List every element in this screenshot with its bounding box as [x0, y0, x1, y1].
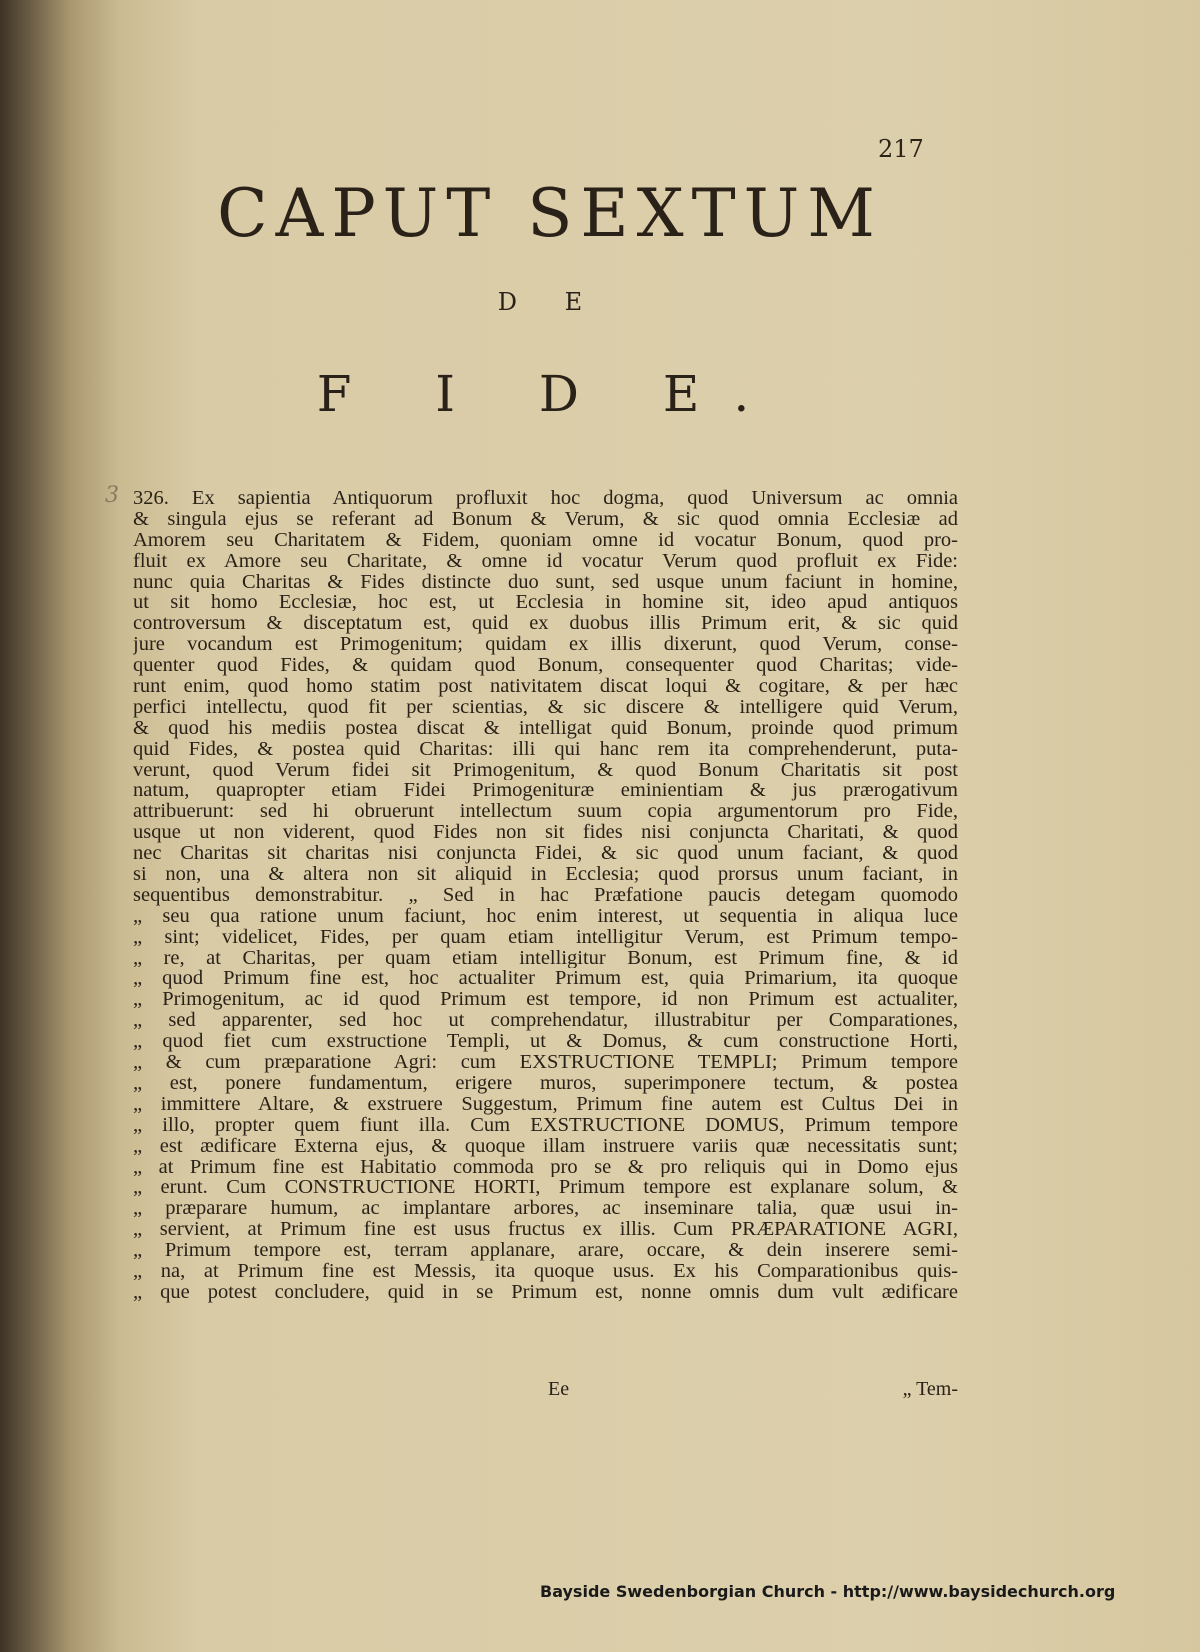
text-line: quid Fides, & postea quid Charitas: illi qui hanc rem ita comprehenderunt, puta-	[133, 738, 958, 760]
text-line: „ sint; videlicet, Fides, per quam etiam intelligitur Verum, est Primum tempo-	[133, 926, 958, 948]
catchword: „ Tem-	[902, 1378, 958, 1400]
watermark-caption: Bayside Swedenborgian Church - http://www.baysidechurch.org	[540, 1582, 1116, 1601]
text-line: „ & cum præparatione Agri: cum EXSTRUCTIONE TEMPLI; Primum tempore	[133, 1052, 958, 1073]
text-line: „ servient, at Primum fine est usus fructus ex illis. Cum PRÆPARATIONE AGRI,	[133, 1219, 958, 1241]
text-line: „ est, ponere fundamentum, erigere muros, superimponere tectum, & postea	[133, 1072, 958, 1094]
text-line: „ Primogenitum, ac id quod Primum est tempore, id non Primum est actualiter,	[133, 989, 958, 1011]
text-line: „ est ædificare Externa ejus, & quoque illam instruere variis quæ necessitatis sunt;	[133, 1135, 958, 1157]
text-line: & quod his mediis postea discat & intelligat quid Bonum, proinde quod primum	[133, 717, 958, 739]
text-line: jure vocandum est Primogenitum; quidam ex illis dixerunt, quod Verum, conse-	[133, 634, 958, 656]
page-number: 217	[878, 135, 924, 163]
text-line: usque ut non viderent, quod Fides non sit fides nisi conjuncta Charitati, & quod	[133, 822, 958, 844]
text-line: Amorem seu Charitatem & Fidem, quoniam omne id vocatur Bonum, quod pro-	[133, 529, 958, 551]
text-line: runt enim, quod homo statim post nativitatem discat loqui & cogitare, & per hæc	[133, 676, 958, 697]
text-line: nec Charitas sit charitas nisi conjuncta Fidei, & sic quod unum faciant, & quod	[133, 843, 958, 865]
body-text	[133, 488, 958, 1303]
text-line: „ illo, propter quem fiunt illa. Cum EXSTRUCTIONE DOMUS, Primum tempore	[133, 1114, 958, 1136]
text-line: „ quod fiet cum exstructione Templi, ut & Domus, & cum constructione Horti,	[133, 1031, 958, 1053]
text-line: „ que potest concludere, quid in se Primum est, nonne omnis dum vult ædificare	[133, 1281, 958, 1303]
text-line: „ quod Primum fine est, hoc actualiter Primum est, quia Primarium, ita quoque	[133, 968, 958, 990]
chapter-heading: F I D E.	[316, 365, 784, 423]
text-line: natum, quapropter etiam Fidei Primogenituræ eminientiam & jus prærogativum	[133, 780, 958, 802]
text-line: fluit ex Amore seu Charitate, & omne id vocatur Verum quod profluit ex Fide:	[133, 550, 958, 572]
text-line: si non, una & altera non sit aliquid in Ecclesia; quod prorsus unum faciant, in	[133, 864, 958, 885]
text-line: attribuerunt: sed hi obruerunt intellectum suum copia argumentorum pro Fide,	[133, 801, 958, 823]
text-line: „ sed apparenter, sed hoc ut comprehendatur, illustrabitur per Comparationes,	[133, 1010, 958, 1032]
text-line: controversum & disceptatum est, quid ex duobus illis Primum erit, & sic quid	[133, 613, 958, 635]
text-line: verunt, quod Verum fidei sit Primogenitum, & quod Bonum Charitatis sit post	[133, 759, 958, 781]
text-line: „ re, at Charitas, per quam etiam intelligitur Bonum, est Primum fine, & id	[133, 947, 958, 969]
text-line: sequentibus demonstrabitur. „ Sed in hac Præfatione paucis detegam quomodo	[133, 884, 958, 906]
text-line: ut sit homo Ecclesiæ, hoc est, ut Ecclesia in homine sit, ideo apud antiquos	[133, 592, 958, 614]
margin-annotation: 3	[105, 483, 119, 508]
text-line: „ immittere Altare, & exstruere Suggestum, Primum fine autem est Cultus Dei in	[133, 1093, 958, 1115]
text-line: „ at Primum fine est Habitatio commoda pro se & pro reliquis qui in Domo ejus	[133, 1156, 958, 1178]
signature-mark: Ee	[548, 1378, 570, 1400]
text-line: quenter quod Fides, & quidam quod Bonum, consequenter quod Charitas; vide-	[133, 655, 958, 677]
text-line: perfici intellectu, quod fit per scientias, & sic discere & intelligere quid Verum,	[133, 696, 958, 718]
chapter-subtitle: D E	[497, 288, 603, 316]
text-line: „ seu qua ratione unum faciunt, hoc enim interest, ut sequentia in aliqua luce	[133, 905, 958, 927]
text-line: nunc quia Charitas & Fides distincte duo sunt, sed usque unum faciunt in homine,	[133, 571, 958, 593]
text-line: „ erunt. Cum CONSTRUCTIONE HORTI, Primum tempore est explanare solum, &	[133, 1177, 958, 1199]
text-line: „ na, at Primum fine est Messis, ita quoque usus. Ex his Comparationibus quis-	[133, 1260, 958, 1282]
text-line: & singula ejus se referant ad Bonum & Verum, & sic quod omnia Ecclesiæ ad	[133, 508, 958, 530]
chapter-title: CAPUT SEXTUM	[217, 175, 883, 252]
text-line: „ præparare humum, ac implantare arbores, ac inseminare talia, quæ usui in-	[133, 1198, 958, 1220]
text-line: „ Primum tempore est, terram applanare, arare, occare, & dein inserere semi-	[133, 1240, 958, 1261]
text-line: 326. Ex sapientia Antiquorum profluxit hoc dogma, quod Universum ac omnia	[133, 488, 958, 509]
page-footer	[133, 1378, 958, 1402]
